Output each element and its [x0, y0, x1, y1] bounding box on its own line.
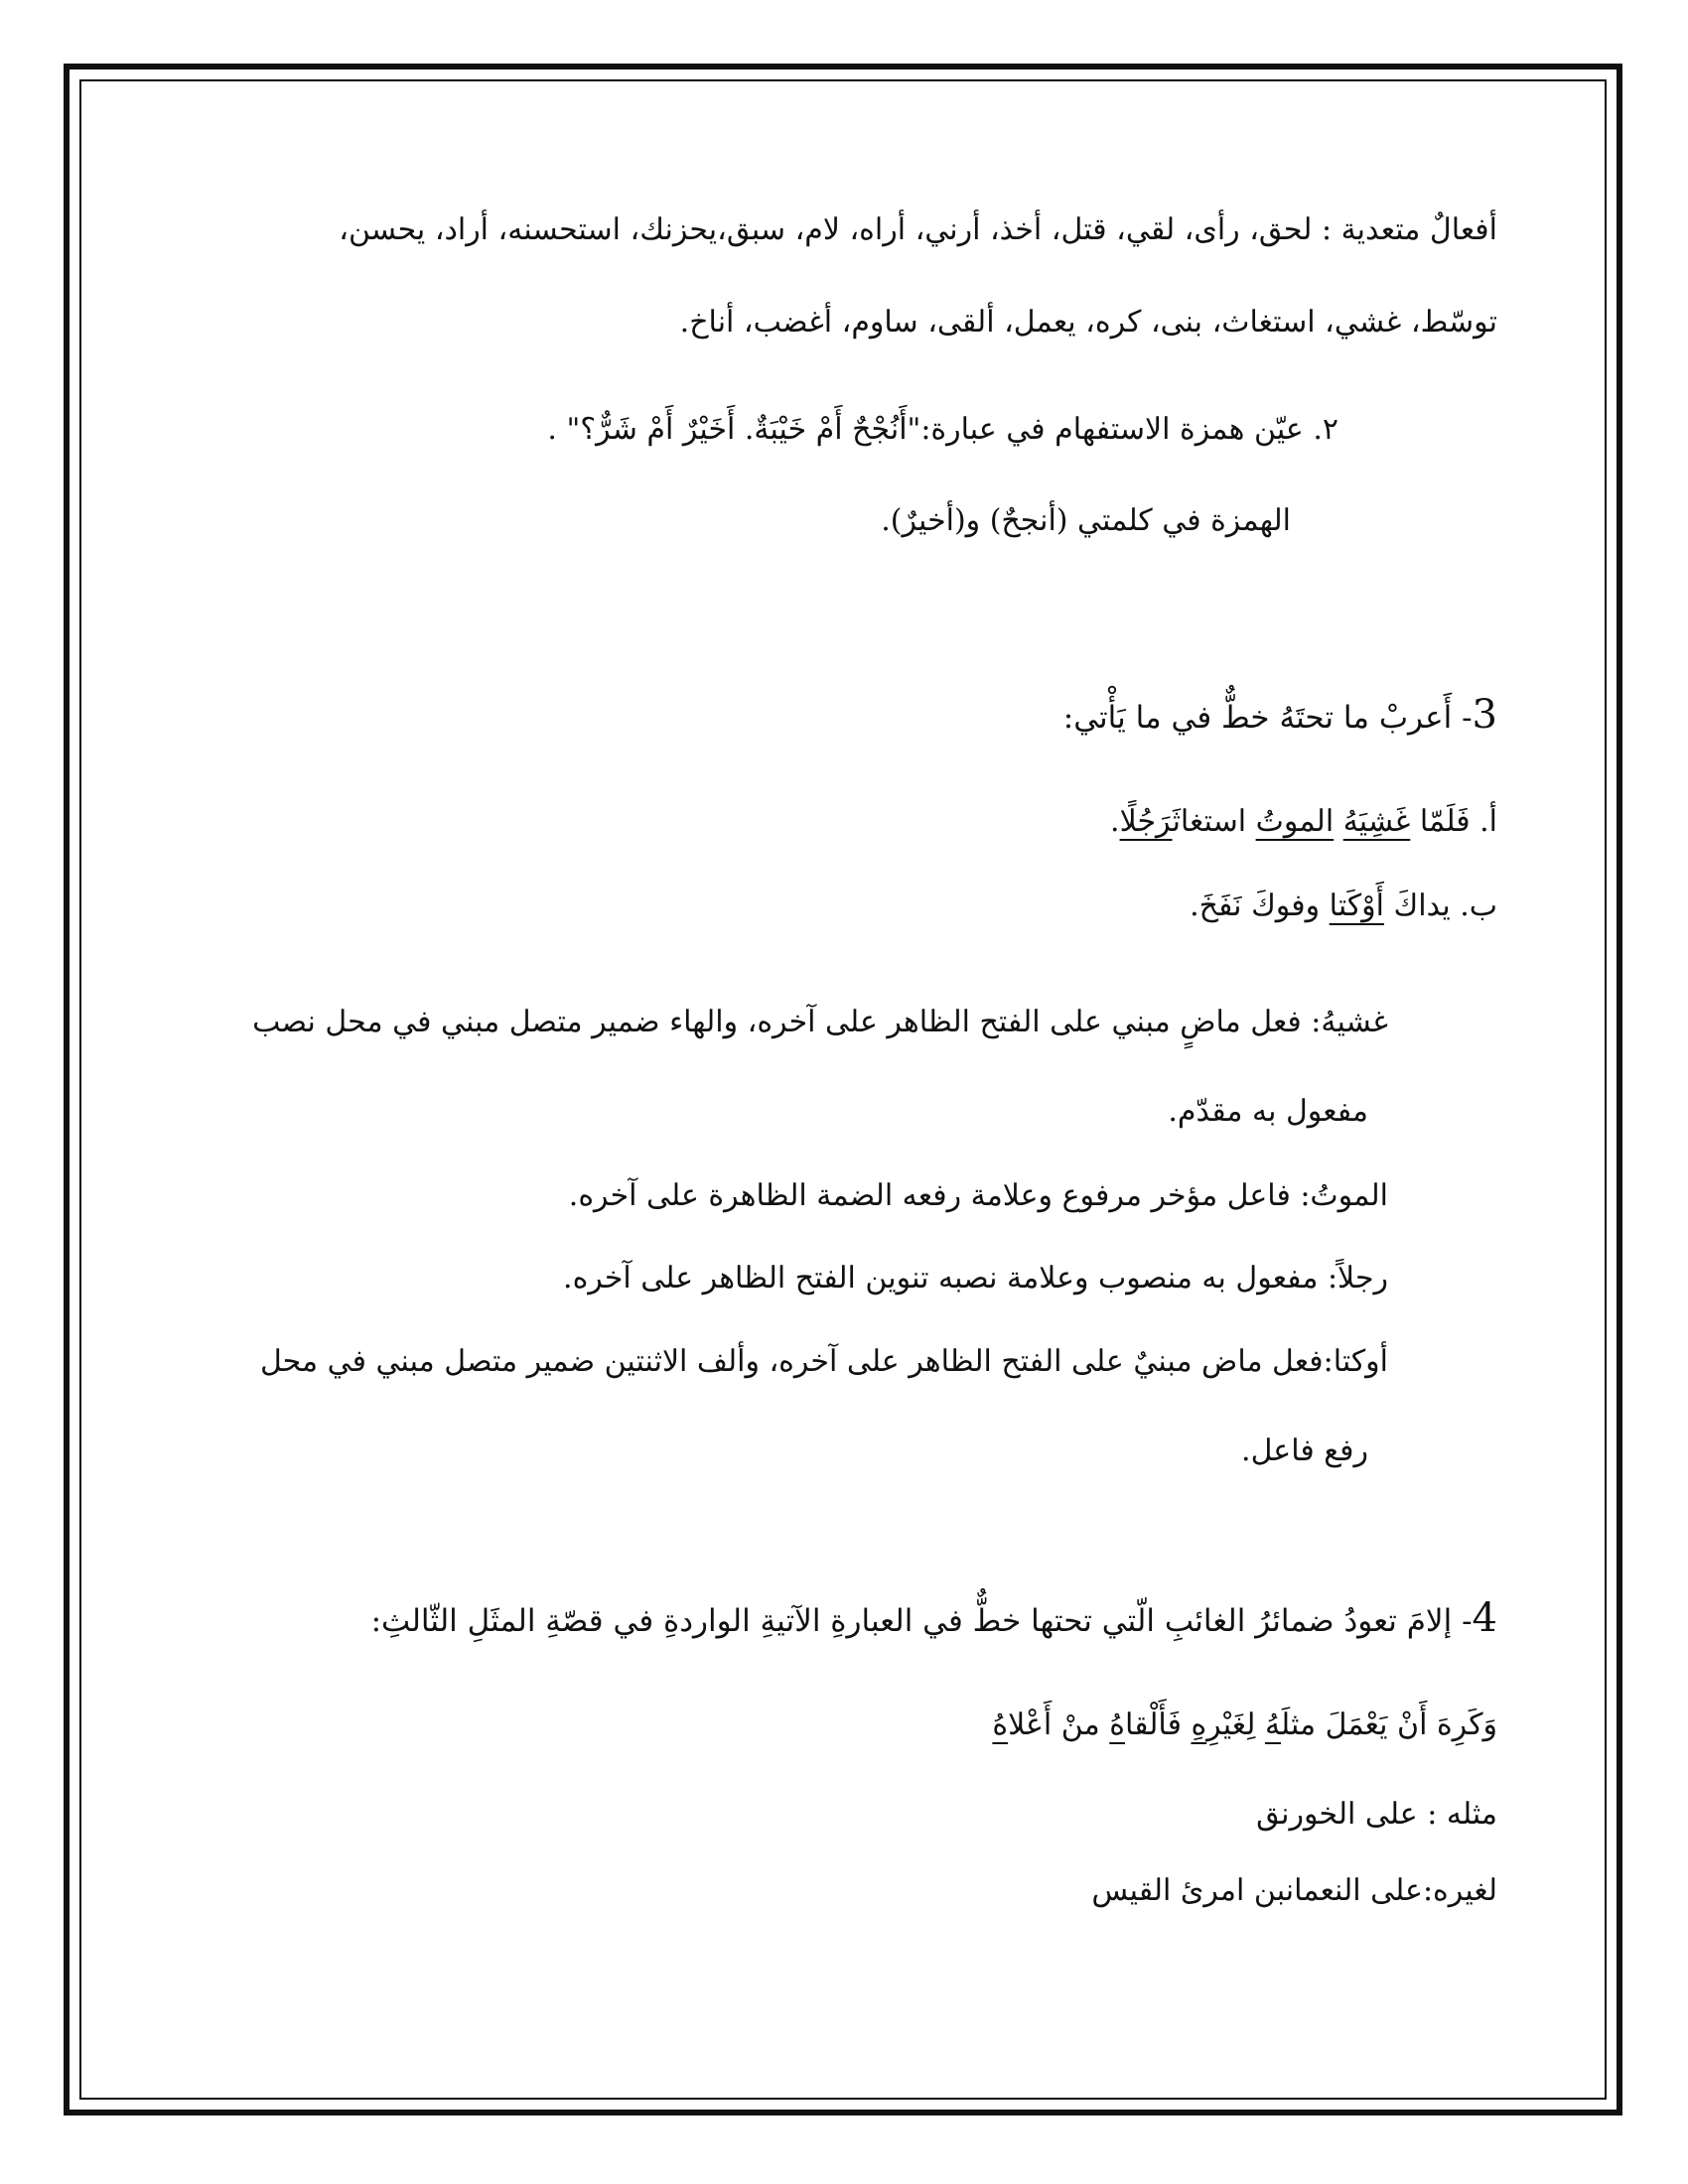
- answer-4-mithlihi: مثله : على الخورنق: [1256, 1797, 1497, 1832]
- underlined-pronoun-2: هِ: [1191, 1707, 1207, 1742]
- question-number-3: 3: [1472, 692, 1497, 738]
- parsing-awkata-line-1: أوكتا:فعل ماض مبنيٌ على الفتح الظاهر على آخره، وألف الاثنتين ضمير متصل مبني في محل: [259, 1344, 1388, 1379]
- question-3-text: - أَعربْ ما تحتَهُ خطٌّ في ما يَأْتي:: [1062, 700, 1473, 736]
- item-b-end: وفوكَ نَفَخَ.: [1190, 888, 1330, 923]
- question-4-heading: [370, 1595, 1497, 1641]
- question-3-heading: [1062, 692, 1497, 738]
- quote-part-3: فَأَلْقا: [1124, 1707, 1192, 1742]
- item-a-end: .: [1110, 804, 1120, 839]
- parsing-ghashiyahu-line-2: مفعول به مقدّم.: [1168, 1094, 1368, 1129]
- answer-4-lighayrihi: لغيره:على النعمانبن امرئ القيس: [1091, 1873, 1497, 1908]
- quote-part-2: لِغَيْرِ: [1206, 1707, 1265, 1742]
- parsing-ghashiyahu-line-1: غشيهُ: فعل ماضٍ مبني على الفتح الظاهر على آخره، والهاء ضمير متصل مبني في محل نصب: [252, 1005, 1388, 1039]
- quote-line: [992, 1706, 1497, 1745]
- item-b: [1190, 887, 1497, 926]
- underlined-pronoun-3: هُ: [1109, 1707, 1125, 1742]
- parsing-almawt: الموتُ: فاعل مؤخر مرفوع وعلامة رفعه الضمة الظاهرة على آخره.: [568, 1178, 1388, 1213]
- item-a-prefix: أ. فَلَمّا: [1410, 804, 1497, 839]
- parsing-rajulan: رجلاً: مفعول به منصوب وعلامة نصبه تنوين الفتح الظاهر على آخره.: [563, 1261, 1388, 1296]
- underlined-word-awkata: أَوْكَتا: [1329, 888, 1384, 923]
- underlined-pronoun-1: هُ: [1264, 1707, 1282, 1742]
- transitive-verbs-line-2: توسّط، غشي، استغاث، بنى، كره، يعمل، ألقى، ساوم، أغضب، أناخ.: [679, 305, 1497, 340]
- question-number-4: 4: [1472, 1595, 1497, 1641]
- underlined-word-almawt: الموتُ: [1255, 804, 1335, 839]
- quote-part-4: منْ أَعْلا: [1008, 1707, 1110, 1742]
- answer-2: الهمزة في كلمتي (أنجحٌ) و(أخيرٌ).: [881, 503, 1291, 538]
- item-b-prefix: ب. يداكَ: [1383, 888, 1497, 923]
- item-a-middle: استغاثَ: [1172, 804, 1256, 839]
- item-a: [1110, 802, 1497, 842]
- parsing-awkata-line-2: رفع فاعل.: [1241, 1433, 1368, 1468]
- underlined-pronoun-4: هُ: [992, 1707, 1009, 1742]
- question-2: ٢. عيّن همزة الاستفهام في عبارة:"أَنُجْحٌ أَمْ خَيْبَةٌ. أَخَيْرٌ أَمْ شَرٌّ؟" .: [547, 412, 1338, 447]
- question-4-text: - إلامَ تعودُ ضمائرُ الغائبِ الّتي تحتها خطٌّ في العبارةِ الآتيةِ الواردةِ في قصّةِ المثَلِ الثّالثِ:: [370, 1603, 1473, 1639]
- transitive-verbs-line-1: أفعالٌ متعدية : لحق، رأى، لقي، قتل، أخذ، أرني، أراه، لام، سبق،يحزنك، استحسنه، أراد، يحسن،: [339, 212, 1497, 247]
- underlined-word-ghashiyahu: غَشِيَهُ: [1342, 804, 1411, 839]
- underlined-word-rajulan: رَجُلًا: [1119, 804, 1173, 839]
- quote-part-1: وَكَرِهَ أَنْ يَعْمَلَ مثلَ: [1281, 1707, 1497, 1742]
